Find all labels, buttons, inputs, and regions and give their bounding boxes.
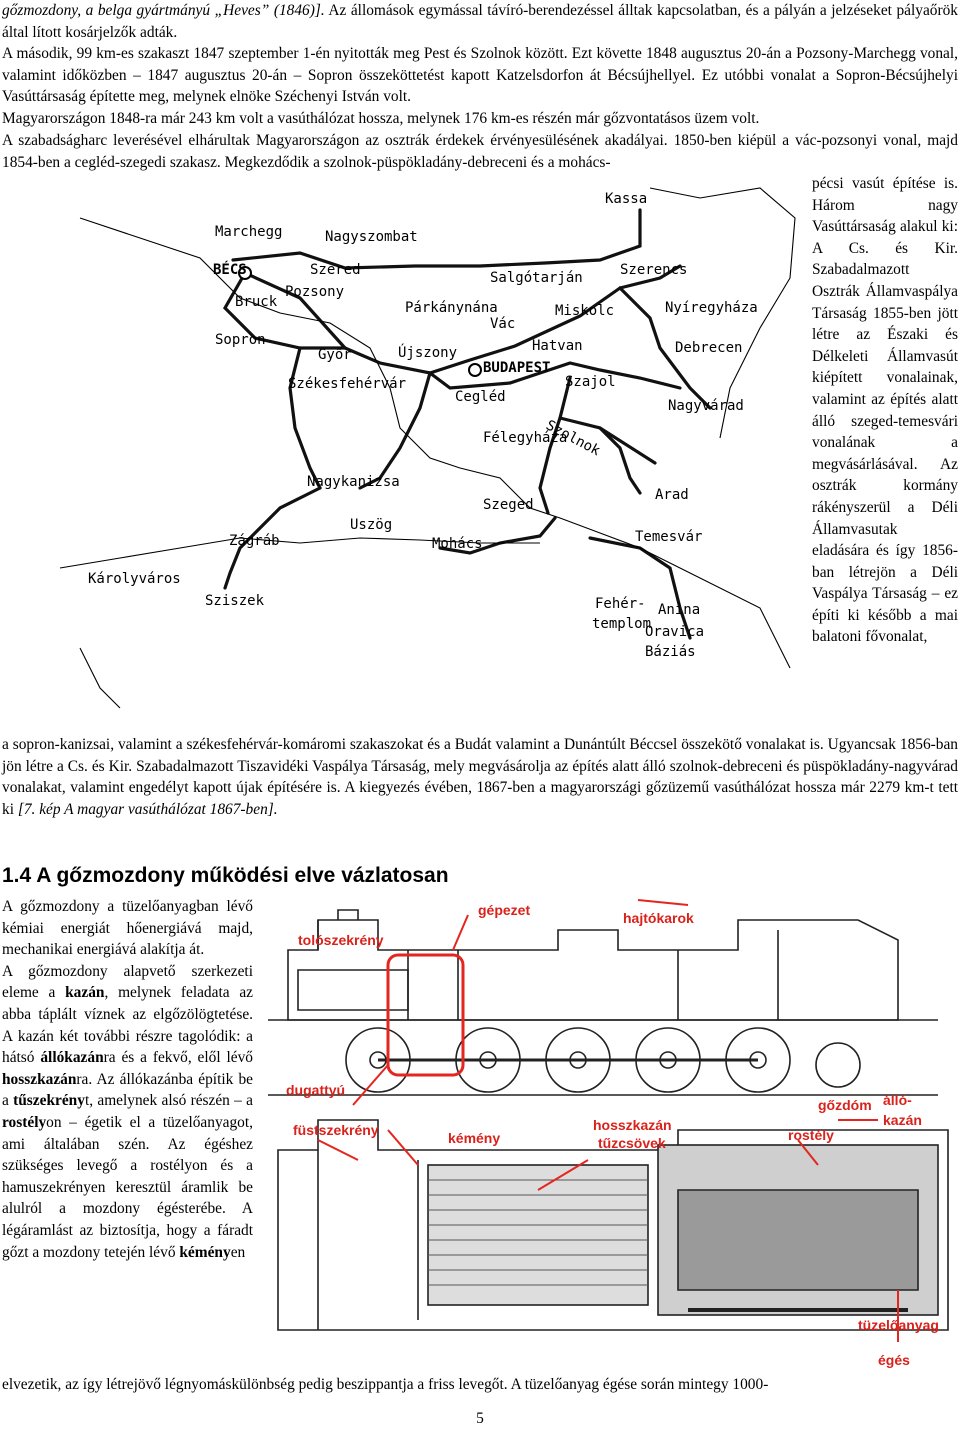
map-label: Félegyháza [483,430,568,446]
term-bold: kémény [179,1243,231,1261]
text-part: en [230,1243,246,1261]
wrap-column-text: pécsi vasút építése is. Három nagy Vasúttársaság alakul ki: A Cs. és Kir. Szabadalmazott Osztrák Államvaspálya Társaság 1855-ben jött létre az Északi és Délkeleti Államvasút kiépített vonalainak, valamint az építés alatt álló szeged-temesvári vonalának a megvásárlásával. Az osztrák kormány rákényszerül a Déli Államvasutak eladására és így 1856-ban létrejön a Déli Vaspálya Társaság – ez építi ki később a mai balatoni fővonalat, [812,175,958,646]
map-labels [88,191,758,660]
map-label: Arad [655,487,689,503]
paragraph-3: Magyarországon 1848-ra már 243 km volt a vasúthálózat hossza, melynek 176 km-es részén már gőzvontatásos üzem volt. [2,110,760,127]
map-label: Fehér- [595,596,646,612]
paragraph-2: A második, 99 km-es szakaszt 1847 szeptember 1-én nyitották meg Pest és Szolnok között. Ezt követte 1848 augusztus 20-án a Pozsony-Marchegg vonal, valamint időközben – 1847 augusztus 20-án – Sopron összeköttetést kapott Katzelsdorfon át Bécsújhellyel. Ez utóbbi vonalat a Sopron-Bécsújhelyi Vasúttársaság építette meg, melynek elnöke Széchenyi István volt. [2,45,958,106]
map-label: Mohács [432,536,483,552]
paragraph-5-text: a sopron-kanizsai, valamint a székesfehérvár-komáromi szakaszokat és a Budát valamint a Dunántúlt Béccsel összekötő vonalakat is. Ugyancsak 1856-ban jön létre a Cs. és Kir. Szabadalmazott Tiszavidéki Vaspálya Társaság, mely megvásárolja az építés alatt álló szolnok-debreceni és püspökladány-nagyvárad vonalakat, valamint engedélyt kapott újak építésére is. A kiegyezés évében, 1867-ben a magyarországi gőzüzemű vasúthálózat hossza már 2279 km-t tett ki [2,736,958,818]
locomotive-diagram [258,890,958,1376]
map-label: Szeged [483,497,534,513]
text-part: ra és a fekvő, elől lévő [103,1049,253,1067]
map-label: Hatvan [532,338,583,354]
map-label: Pozsony [285,284,345,300]
map-label: BÉCS [213,262,247,278]
bottom-line: elvezetik, az így létrejövő légnyomáskülönbség pedig beszippantja a friss levegőt. A tüzelőanyag égése során mintegy 1000- [2,1376,769,1393]
label-rostely: rostély [788,1127,834,1143]
map-label: Sziszek [205,593,265,609]
term-bold: rostély [2,1113,47,1131]
label-dugattyu: dugattyú [286,1082,346,1098]
text-part: t, amelynek alsó részén – a [84,1092,253,1110]
text-part: A gőzmozdony alapvető szerkezeti eleme a [2,962,253,1002]
map-label: Szered [310,262,361,278]
page-number: 5 [476,1410,484,1427]
map-label: Székesfehérvár [288,376,407,392]
map-label: Nyíregyháza [665,300,758,316]
leader-line [453,915,468,950]
highlight-frame [388,955,463,1075]
map-label: Nagykanizsa [307,474,400,490]
map-label: Oravica [645,624,705,640]
text-part: A gőzmozdony a tüzelőanyagban lévő kémiai energiát hőenergiává majd, mechanikai energiává alakítja át. [2,898,253,959]
map-label: Szerencs [620,262,688,278]
map-label: Anina [658,602,701,618]
text-part: , melynek feladata az abba táplált víznek az elgőzölögtetése. A kazán két további részre tagolódik: a hátsó [2,984,253,1067]
map-label: Szajol [565,374,616,390]
map-label: Szolnok [543,417,603,460]
paragraph-5 [2,734,958,820]
map-label: BUDAPEST [483,360,551,376]
term-bold: állókazán [40,1049,104,1067]
map-label: Győr [318,347,352,363]
label-allokazan: kazán [883,1112,922,1128]
label-tuzeloanyag: tüzelőanyag [858,1317,939,1333]
section-body-left [2,896,253,1263]
map-label: Salgótarján [490,270,583,286]
term-bold: tűszekrény [13,1092,85,1110]
label-allokazan: álló- [883,1092,912,1108]
reference-italic: gőzmozdony, a belga gyártmányú „Heves” (1846)]. [2,2,325,19]
map-label: Debrecen [675,340,743,356]
leader-line [638,900,688,905]
map-label: templom [592,616,652,632]
map-label: Zágráb [229,533,280,549]
map-label: Cegléd [455,389,506,405]
section-heading: 1.4 A gőzmozdony működési elve vázlatosan [2,864,449,887]
map-label: Uszög [350,517,393,533]
map-label: Marchegg [215,224,283,240]
label-kemeny: kémény [448,1130,501,1146]
label-tuzcsovek: tűzcsövek [598,1135,666,1151]
map-label: Kassa [605,191,648,207]
label-fustszekreny: füstszekrény [293,1122,379,1138]
term-bold: kazán [65,984,105,1002]
map-label: Párkánynána [405,300,498,316]
map-label: Károlyváros [88,571,181,587]
map-label: Temesvár [635,529,703,545]
paragraph-1 [2,0,958,43]
paragraph-4: A szabadságharc leverésével elhárultak Magyarországon az osztrák érdekek érvényesülésének akadályai. 1850-ben kiépül a vác-pozsonyi vonal, majd 1854-ben a cegléd-szegedi szakasz. Megkezdődik a szolnok-püspökladány-debreceni és a mohács- [2,132,958,171]
label-hosszkazan: hosszkazán [593,1117,672,1133]
map-label: Miskolc [555,303,615,319]
map-label: Nagyvárad [668,398,744,414]
leader-line [318,1140,358,1160]
text-part: on – égetik el a tüzelőanyagot, ami általában szén. Az égéshez szükséges levegő a rostélyon és a hamuszekrényen keresztül áramlik be alulról a mozdony égésterébe. A légáramlást az biztosítja, hogy a fáradt gőzt a mozdony tetején lévő [2,1113,253,1261]
map-label: Bruck [235,294,278,310]
paragraph-1-text: Az állomások egymással távíró-berendezéssel álltak kapcsolatban, és a pályán a jelzéseket pályaőrök által lított kosárjelzők adták. [2,2,958,41]
label-toloszekreny: tolószekrény [298,932,384,948]
label-eges: égés [878,1352,910,1368]
map-label: Újszony [398,345,458,361]
map-label: Vác [490,316,516,332]
railway-map-1867 [0,148,800,718]
figure-reference: [7. kép A magyar vasúthálózat 1867-ben]. [17,800,278,818]
map-label: Nagyszombat [325,229,418,245]
leader-line [388,1130,418,1165]
text-part: ra. Az állókazánba építik be a [2,1070,253,1110]
label-hajtokarok: hajtókarok [623,910,694,926]
map-label: Sopron [215,332,266,348]
map-label: Báziás [645,644,696,660]
label-gepezet: gépezet [478,902,531,918]
term-bold: hosszkazán [2,1070,77,1088]
label-gozdom: gőzdóm [818,1097,872,1113]
